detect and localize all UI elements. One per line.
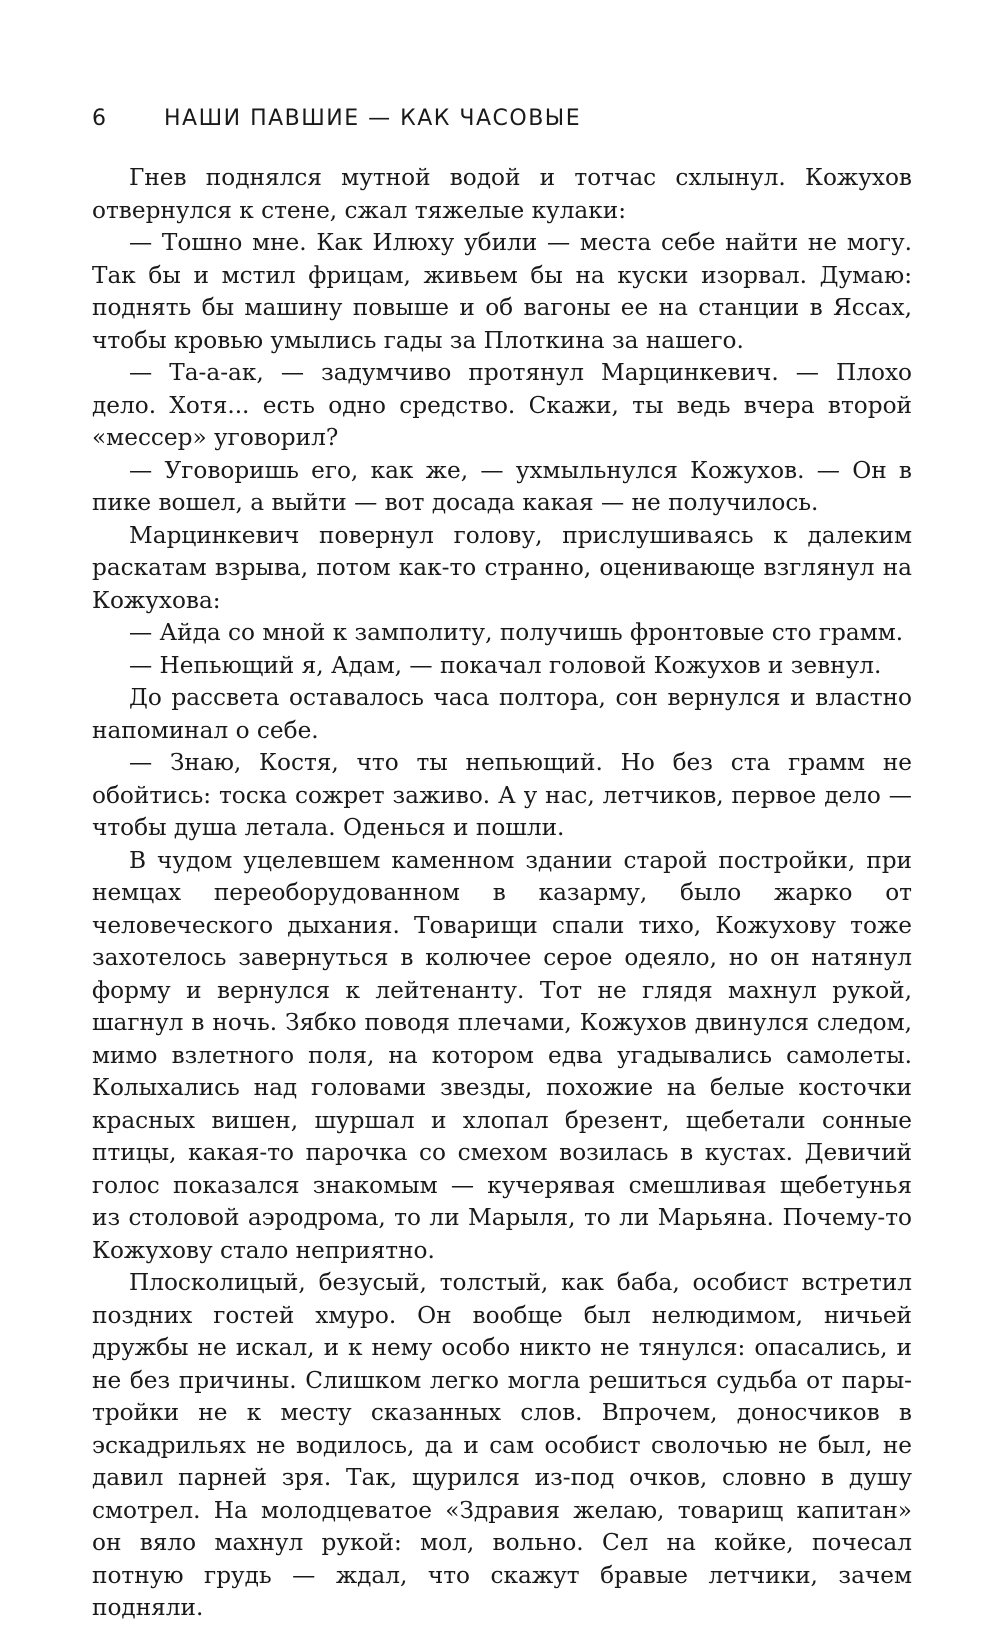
paragraph: — Уговоришь его, как же, — ухмыльнулся Кожухов. — Он в пике вошел, а выйти — вот досада какая — не получилось. <box>92 456 912 516</box>
body-text <box>92 162 912 1625</box>
paragraph: — Та-а-ак, — задумчиво протянул Марцинкевич. — Плохо дело. Хотя... есть одно средство. Скажи, ты ведь вчера второй «мессер» уговорил? <box>92 359 912 451</box>
running-head <box>92 106 912 140</box>
paragraph: — Айда со мной к замполиту, получишь фронтовые сто грамм. <box>129 619 904 646</box>
chapter-title: НАШИ ПАВШИЕ — КАК ЧАСОВЫЕ <box>164 106 582 131</box>
paragraph: Гнев поднялся мутной водой и тотчас схлынул. Кожухов отвернулся к стене, сжал тяжелые кулаки: <box>92 164 912 224</box>
paragraph: — Тошно мне. Как Илюху убили — места себе найти не могу. Так бы и мстил фрицам, живьем бы на куски изорвал. Думаю: поднять бы машину повыше и об вагоны ее на станции в Яссах, чтобы кровью умылись гады за Плоткина за нашего. <box>92 229 912 354</box>
paragraph: Плосколицый, безусый, толстый, как баба, особист встретил поздних гостей хмуро. Он вообще был нелюдимом, ничьей дружбы не искал, и к нему особо никто не тянулся: опасались, и не без причины. Слишком легко могла решиться судьба от пары-тройки не к месту сказанных слов. Впрочем, доносчиков в эскадрильях не водилось, да и сам особист сволочью не был, не давил парней зря. Так, щурился из-под очков, словно в душу смотрел. На молодцеватое «Здравия желаю, товарищ капитан» он вяло махнул рукой: мол, вольно. Сел на койке, почесал потную грудь — ждал, что скажут бравые летчики, зачем подняли. <box>92 1269 912 1621</box>
paragraph: Марцинкевич повернул голову, прислушиваясь к далеким раскатам взрыва, потом как-то странно, оценивающе взглянул на Кожухова: <box>92 521 912 614</box>
page-number: 6 <box>92 106 108 131</box>
paragraph: До рассвета оставалось часа полтора, сон вернулся и властно напоминал о себе. <box>92 684 912 744</box>
paragraph: — Непьющий я, Адам, — покачал головой Кожухов и зевнул. <box>129 651 882 679</box>
paragraph: В чудом уцелевшем каменном здании старой постройки, при немцах переоборудованном в казарму, было жарко от человеческого дыхания. Товарищи спали тихо, Кожухову тоже захотелось завернуться в колючее серое одеяло, но он натянул форму и вернулся к лейтенанту. Тот не глядя махнул рукой, шагнул в ночь. Зябко поводя плечами, Кожухов двинулся следом, мимо взлетного поля, на котором едва угадывались самолеты. Колыхались над головами звезды, похожие на белые косточки красных вишен, шуршал и хлопал брезент, щебетали сонные птицы, какая-то парочка со смехом возилась в кустах. Девичий голос показался знакомым — кучерявая смешливая щебетунья из столовой аэродрома, то ли Марыля, то ли Марьяна. Почему-то Кожухову стало неприятно. <box>92 846 912 1264</box>
paragraph: — Знаю, Костя, что ты непьющий. Но без ста грамм не обойтись: тоска сожрет заживо. А у нас, летчиков, первое дело — чтобы душа летала. Оденься и пошли. <box>92 749 912 841</box>
